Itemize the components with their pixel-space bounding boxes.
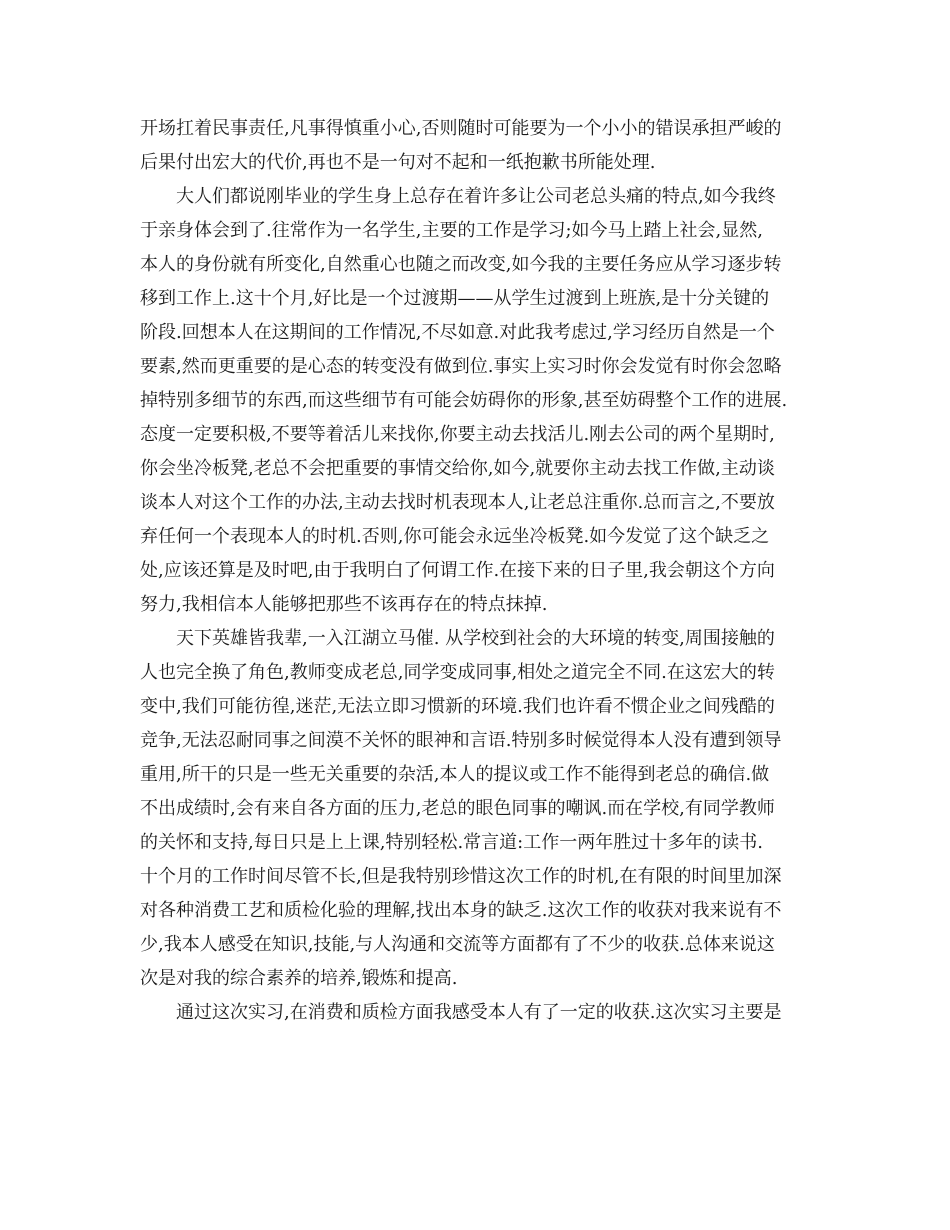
text-line: 竞争,无法忍耐同事之间漠不关怀的眼神和言语.特别多时候觉得本人没有遭到领导 (140, 730, 782, 751)
paragraph-start-line: 天下英雄皆我辈,一入江湖立马催. 从学校到社会的大环境的转变,周围接触的 (176, 628, 775, 649)
text-line: 掉特别多细节的东西,而这些细节有可能会妨碍你的形象,甚至妨碍整个工作的进展. (140, 390, 788, 411)
paragraph-start-line: 通过这次实习,在消费和质检方面我感受本人有了一定的收获.这次实习主要是 (176, 1002, 782, 1023)
paragraph-start-line: 大人们都说刚毕业的学生身上总存在着许多让公司老总头痛的特点,如今我终 (176, 186, 776, 207)
text-line: 人也完全换了角色,教师变成老总,同学变成同事,相处之道完全不同.在这宏大的转 (140, 662, 775, 683)
text-line: 不出成绩时,会有来自各方面的压力,老总的眼色同事的嘲讽.而在学校,有同学教师 (140, 798, 775, 819)
text-line: 开场扛着民事责任,凡事得慎重小心,否则随时可能要为一个小小的错误承担严峻的 (140, 118, 782, 139)
text-line: 努力,我相信本人能够把那些不该再存在的特点抹掉. (140, 594, 548, 615)
text-line: 弃任何一个表现本人的时机.否则,你可能会永远坐冷板凳.如今发觉了这个缺乏之 (140, 526, 770, 547)
text-line: 你会坐冷板凳,老总不会把重要的事情交给你,如今,就要你主动去找工作做,主动谈 (140, 458, 775, 479)
text-line: 十个月的工作时间尽管不长,但是我特别珍惜这次工作的时机,在有限的时间里加深 (140, 866, 782, 887)
text-line: 后果付出宏大的代价,再也不是一句对不起和一纸抱歉书所能处理. (140, 152, 656, 173)
text-line: 要素,然而更重要的是心态的转变没有做到位.事实上实习时你会发觉有时你会忽略 (140, 356, 782, 377)
text-line: 的关怀和支持,每日只是上上课,特别轻松.常言道:工作一两年胜过十多年的读书. (140, 832, 763, 853)
text-line: 态度一定要积极,不要等着活儿来找你,你要主动去找活儿.刚去公司的两个星期时, (140, 424, 775, 445)
text-line: 变中,我们可能彷徨,迷茫,无法立即习惯新的环境.我们也许看不惯企业之间残酷的 (140, 696, 775, 717)
text-line: 谈本人对这个工作的办法,主动去找时机表现本人,让老总注重你.总而言之,不要放 (140, 492, 775, 513)
text-line: 于亲身体会到了.往常作为一名学生,主要的工作是学习;如今马上踏上社会,显然, (140, 220, 763, 241)
text-line: 对各种消费工艺和质检化验的理解,找出本身的缺乏.这次工作的收获对我来说有不 (140, 900, 782, 921)
text-line: 本人的身份就有所变化,自然重心也随之而改变,如今我的主要任务应从学习逐步转 (140, 254, 782, 275)
text-line: 重用,所干的只是一些无关重要的杂活,本人的提议或工作不能得到老总的确信.做 (140, 764, 770, 785)
text-line: 少,我本人感受在知识,技能,与人沟通和交流等方面都有了不少的收获.总体来说这 (140, 934, 775, 955)
text-line: 移到工作上.这十个月,好比是一个过渡期——从学生过渡到上班族,是十分关键的 (140, 288, 770, 309)
text-line: 处,应该还算是及时吧,由于我明白了何谓工作.在接下来的日子里,我会朝这个方向 (140, 560, 775, 581)
text-line: 阶段.回想本人在这期间的工作情况,不尽如意.对此我考虑过,学习经历自然是一个 (140, 322, 775, 343)
body-text (140, 112, 820, 1030)
text-line: 次是对我的综合素养的培养,锻炼和提高. (140, 968, 458, 989)
